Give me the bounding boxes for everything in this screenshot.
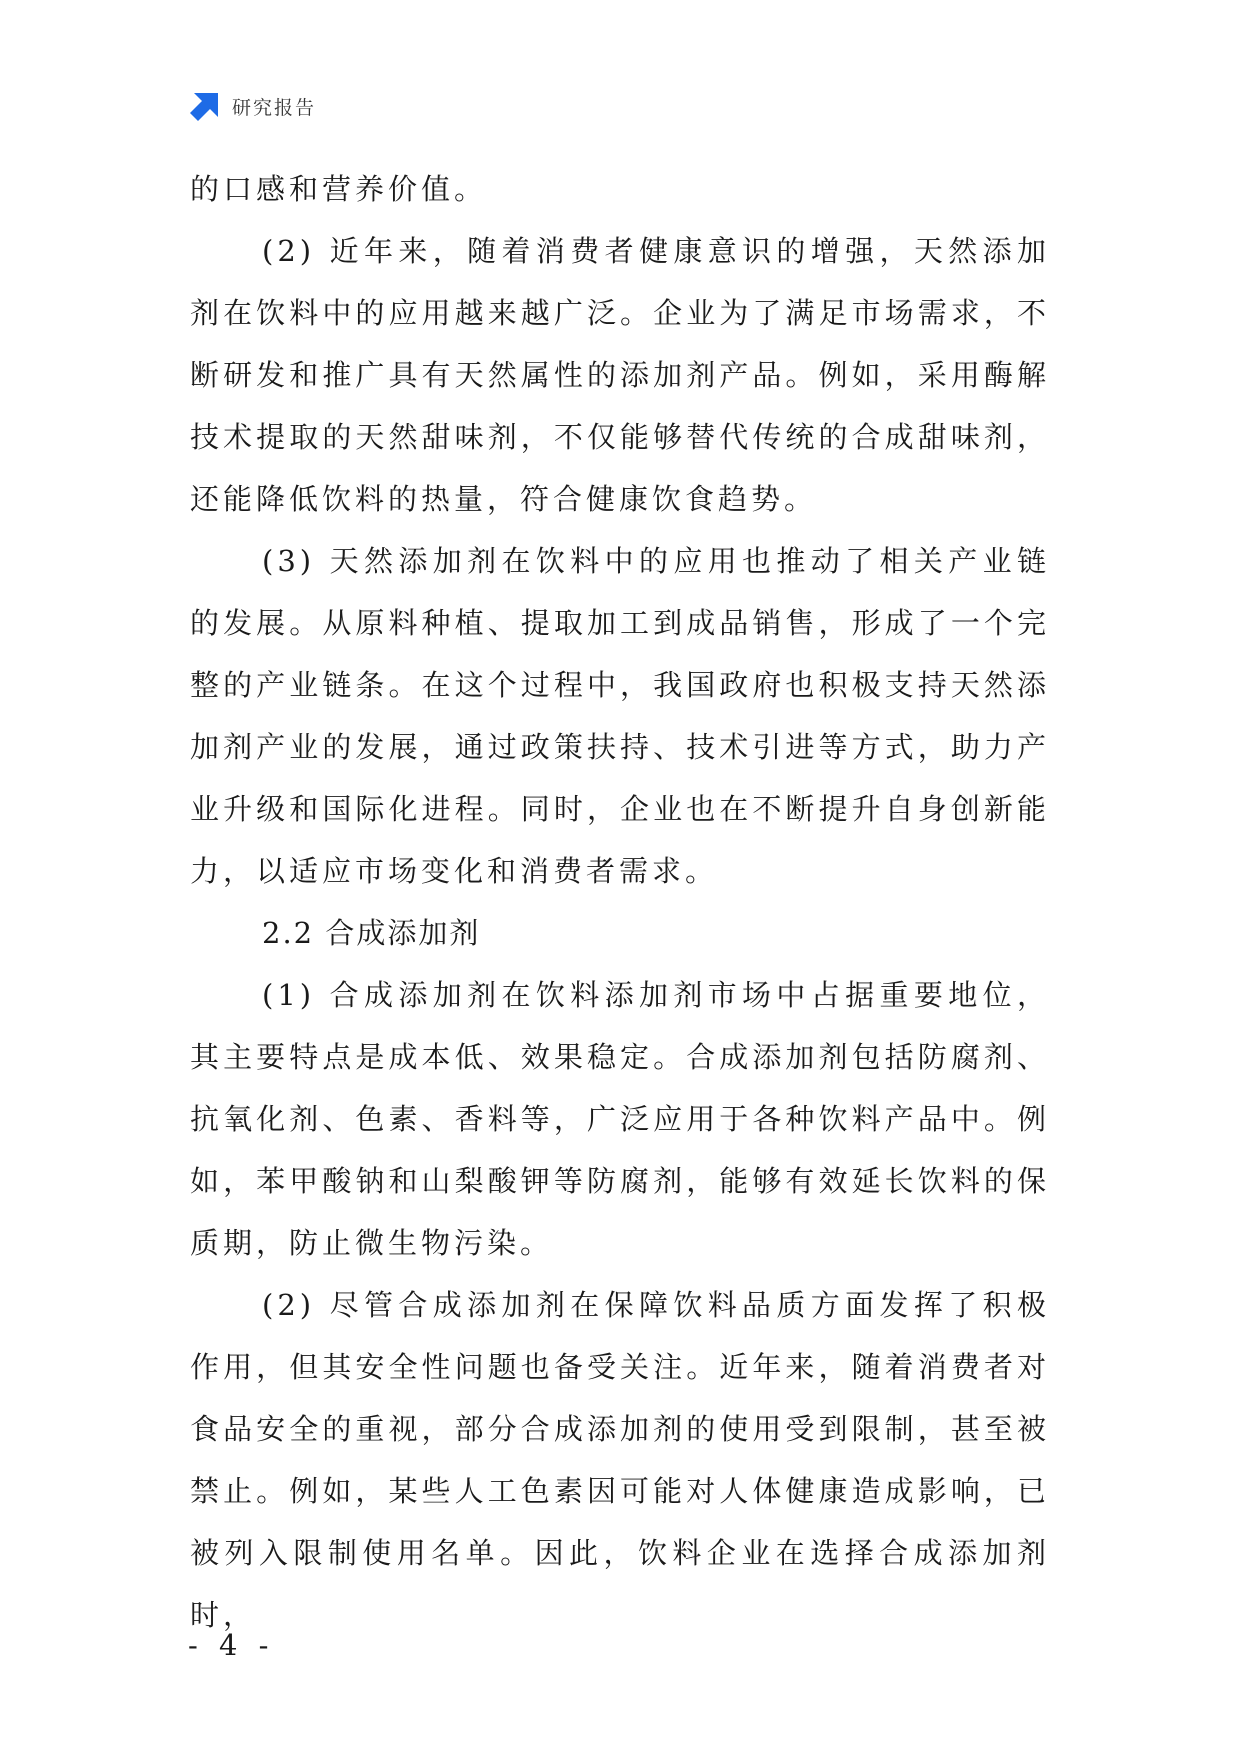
- paragraph-natural-2: (2) 近年来，随着消费者健康意识的增强，天然添加剂在饮料中的应用越来越广泛。企业为了满足市场需求，不断研发和推广具有天然属性的添加剂产品。例如，采用酶解技术提取的天然甜味剂，不仅能够替代传统的合成甜味剂，还能降低饮料的热量，符合健康饮食趋势。: [190, 234, 1050, 516]
- document-body: [190, 158, 1050, 1646]
- paragraph-continuation: 的口感和营养价值。: [190, 172, 488, 206]
- paragraph-natural-3: (3) 天然添加剂在饮料中的应用也推动了相关产业链的发展。从原料种植、提取加工到成品销售，形成了一个完整的产业链条。在这个过程中，我国政府也积极支持天然添加剂产业的发展，通过政策扶持、技术引进等方式，助力产业升级和国际化进程。同时，企业也在不断提升自身创新能力，以适应市场变化和消费者需求。: [190, 544, 1050, 888]
- brand-arrow-icon: [188, 89, 222, 123]
- section-heading: 2.2 合成添加剂: [262, 916, 481, 950]
- header-title: 研究报告: [232, 96, 317, 119]
- page-header: [188, 88, 316, 124]
- paragraph-synthetic-2: (2) 尽管合成添加剂在保障饮料品质方面发挥了积极作用，但其安全性问题也备受关注。近年来，随着消费者对食品安全的重视，部分合成添加剂的使用受到限制，甚至被禁止。例如，某些人工色素因可能对人体健康造成影响，已被列入限制使用名单。因此，饮料企业在选择合成添加剂时，: [190, 1288, 1050, 1632]
- page-number: - 4 -: [188, 1628, 275, 1662]
- paragraph-synthetic-1: (1) 合成添加剂在饮料添加剂市场中占据重要地位，其主要特点是成本低、效果稳定。合成添加剂包括防腐剂、抗氧化剂、色素、香料等，广泛应用于各种饮料产品中。例如，苯甲酸钠和山梨酸钾等防腐剂，能够有效延长饮料的保质期，防止微生物污染。: [190, 978, 1050, 1260]
